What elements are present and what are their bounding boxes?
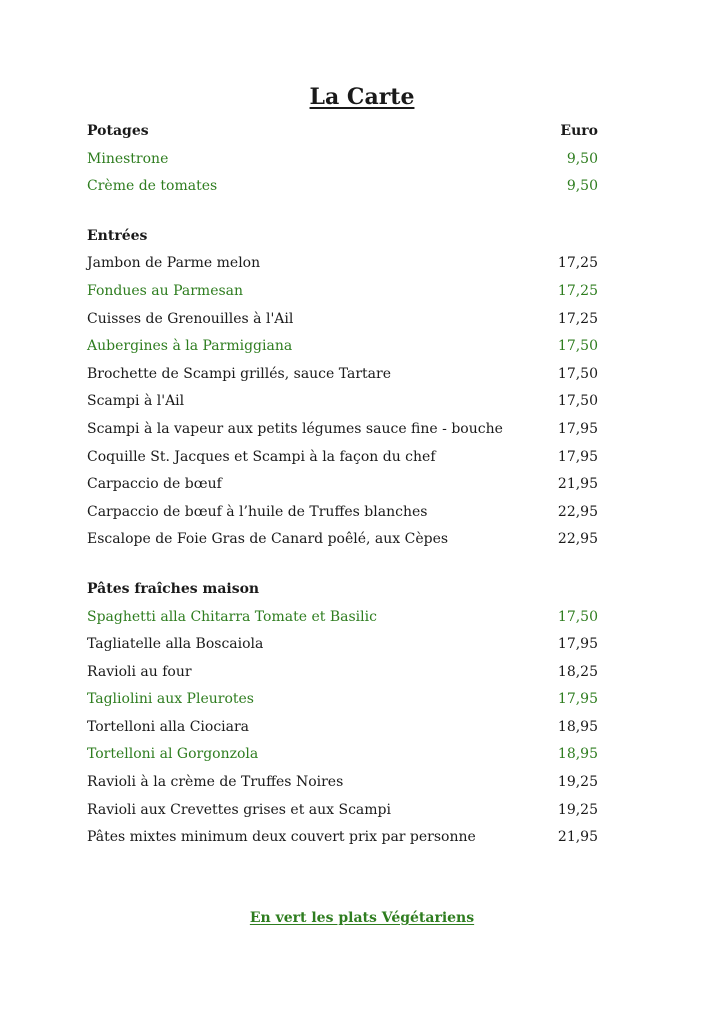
menu-item-name: Ravioli aux Crevettes grises et aux Scampi xyxy=(87,801,391,818)
menu-item-name: Tortelloni al Gorgonzola xyxy=(87,746,259,763)
menu-item-price: 17,95 xyxy=(557,448,598,465)
menu-item-price: 22,95 xyxy=(557,503,598,520)
section-header-entrees xyxy=(87,223,598,251)
menu-item-name: Crème de tomates xyxy=(87,178,218,195)
menu-item xyxy=(87,173,598,201)
section-heading: Potages xyxy=(87,123,149,139)
menu-item-name: Spaghetti alla Chitarra Tomate et Basilic xyxy=(87,608,377,625)
menu-item xyxy=(87,333,598,361)
menu-item xyxy=(87,146,598,174)
menu-list xyxy=(87,118,598,852)
menu-item xyxy=(87,306,598,334)
menu-item-price: 17,95 xyxy=(557,420,598,437)
menu-item xyxy=(87,631,598,659)
menu-item-price: 18,95 xyxy=(557,718,598,735)
page-title: La Carte xyxy=(309,84,415,110)
menu-item xyxy=(87,659,598,687)
menu-item-price: 18,25 xyxy=(557,663,598,680)
menu-item-name: Cuisses de Grenouilles à l'Ail xyxy=(87,310,294,327)
menu-item xyxy=(87,686,598,714)
price-column-header: Euro xyxy=(560,123,598,139)
menu-item xyxy=(87,526,598,554)
menu-item-price: 17,50 xyxy=(557,393,598,410)
menu-item xyxy=(87,604,598,632)
menu-item-name: Carpaccio de bœuf xyxy=(87,476,222,493)
menu-item-price: 17,95 xyxy=(557,636,598,653)
menu-item-price: 17,95 xyxy=(557,691,598,708)
menu-item xyxy=(87,499,598,527)
menu-item-name: Jambon de Parme melon xyxy=(87,255,261,272)
menu-item-name: Minestrone xyxy=(87,150,169,167)
menu-item xyxy=(87,444,598,472)
menu-item-price: 17,50 xyxy=(557,338,598,355)
menu-item xyxy=(87,416,598,444)
menu-item-name: Scampi à l'Ail xyxy=(87,393,185,410)
menu-item-name: Fondues au Parmesan xyxy=(87,282,244,299)
menu-item-name: Brochette de Scampi grillés, sauce Tartare xyxy=(87,365,392,382)
menu-item-name: Escalope de Foie Gras de Canard poêlé, aux Cèpes xyxy=(87,531,449,548)
vegetarian-legend: En vert les plats Végétariens xyxy=(249,910,475,926)
menu-item-price: 17,25 xyxy=(557,255,598,272)
menu-item-name: Pâtes mixtes minimum deux couvert prix par personne xyxy=(87,829,476,846)
menu-item xyxy=(87,714,598,742)
section-heading: Entrées xyxy=(87,227,148,244)
menu-item-name: Tortelloni alla Ciociara xyxy=(87,718,250,735)
menu-item-name: Ravioli à la crème de Truffes Noires xyxy=(87,774,344,791)
menu-item-price: 17,50 xyxy=(557,365,598,382)
menu-item xyxy=(87,361,598,389)
menu-item-price: 18,95 xyxy=(557,746,598,763)
menu-item xyxy=(87,824,598,852)
menu-item-name: Aubergines à la Parmiggiana xyxy=(87,338,293,355)
section-header-pates xyxy=(87,576,598,604)
menu-item-price: 17,25 xyxy=(557,310,598,327)
menu-item xyxy=(87,769,598,797)
menu-item xyxy=(87,278,598,306)
menu-item-name: Coquille St. Jacques et Scampi à la façon du chef xyxy=(87,448,436,465)
menu-item-price: 21,95 xyxy=(557,476,598,493)
menu-item-price: 21,95 xyxy=(557,829,598,846)
menu-item xyxy=(87,741,598,769)
menu-item-price: 22,95 xyxy=(557,531,598,548)
menu-item xyxy=(87,388,598,416)
menu-item-name: Tagliatelle alla Boscaiola xyxy=(87,636,264,653)
menu-item-name: Tagliolini aux Pleurotes xyxy=(87,691,254,708)
menu-item xyxy=(87,250,598,278)
menu-item-name: Ravioli au four xyxy=(87,663,192,680)
menu-item-price: 17,50 xyxy=(557,608,598,625)
menu-item-price: 19,25 xyxy=(557,774,598,791)
menu-item-price: 19,25 xyxy=(557,801,598,818)
menu-item-name: Carpaccio de bœuf à l’huile de Truffes blanches xyxy=(87,503,428,520)
menu-item-name: Scampi à la vapeur aux petits légumes sauce fine - bouche xyxy=(87,420,503,437)
menu-item-price: 9,50 xyxy=(566,150,598,167)
menu-item-price: 9,50 xyxy=(566,178,598,195)
menu-item xyxy=(87,471,598,499)
menu-item xyxy=(87,797,598,825)
section-spacer xyxy=(87,201,598,223)
menu-item-price: 17,25 xyxy=(557,282,598,299)
section-header-potages xyxy=(87,118,598,146)
section-heading: Pâtes fraîches maison xyxy=(87,580,260,597)
section-spacer xyxy=(87,554,598,576)
